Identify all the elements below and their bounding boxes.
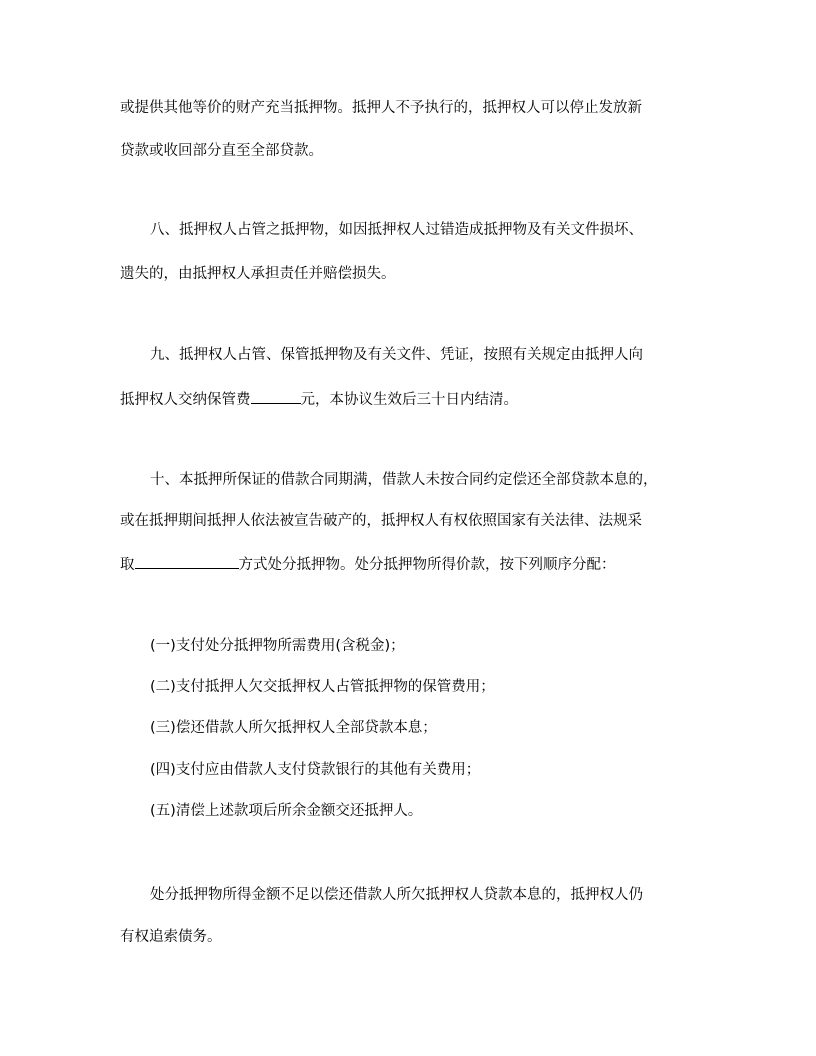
clause-10-text-after-blank: 方式处分抵押物。处分抵押物所得价款，按下列顺序分配：	[238, 557, 616, 573]
clause-9-text-after-blank: 元，本协议生效后三十日内结清。	[300, 392, 518, 408]
distribution-item-3: (三)偿还借款人所欠抵押权人全部贷款本息；	[150, 720, 437, 736]
clause-8-line-2: 遗失的，由抵押权人承担责任并赔偿损失。	[120, 266, 396, 282]
distribution-item-4: (四)支付应由借款人支付贷款银行的其他有关费用；	[150, 762, 481, 778]
final-paragraph-line-1: 处分抵押物所得金额不足以偿还借款人所欠抵押权人贷款本息的，抵押权人仍	[150, 887, 643, 903]
distribution-item-1: (一)支付处分抵押物所需费用(含税金)；	[150, 638, 405, 654]
paragraph-intro-line-2: 贷款或收回部分直至全部贷款。	[120, 143, 323, 159]
clause-10-line-1: 十、本抵押所保证的借款合同期满，借款人未按合同约定偿还全部贷款本息的，	[150, 472, 658, 488]
distribution-item-5: (五)清偿上述款项后所余金额交还抵押人。	[150, 803, 423, 819]
clause-10-line-2: 或在抵押期间抵押人依法被宣告破产的，抵押权人有权依照国家有关法律、法规采	[120, 513, 642, 529]
fee-amount-blank	[251, 388, 301, 404]
paragraph-intro-line-1: 或提供其他等价的财产充当抵押物。抵押人不予执行的，抵押权人可以停止发放新	[120, 100, 642, 116]
clause-10-text-before-blank: 取	[120, 557, 135, 573]
disposal-method-blank	[135, 553, 239, 569]
clause-9-text-before-blank: 抵押权人交纳保管费	[120, 392, 251, 408]
clause-10-line-3	[120, 553, 700, 573]
distribution-item-2: (二)支付抵押人欠交抵押权人占管抵押物的保管费用；	[150, 679, 495, 695]
clause-9-line-1: 九、抵押权人占管、保管抵押物及有关文件、凭证，按照有关规定由抵押人向	[150, 347, 643, 363]
clause-9-line-2	[120, 388, 700, 408]
clause-8-line-1: 八、抵押权人占管之抵押物，如因抵押权人过错造成抵押物及有关文件损坏、	[150, 222, 643, 238]
final-paragraph-line-2: 有权追索债务。	[120, 929, 222, 945]
